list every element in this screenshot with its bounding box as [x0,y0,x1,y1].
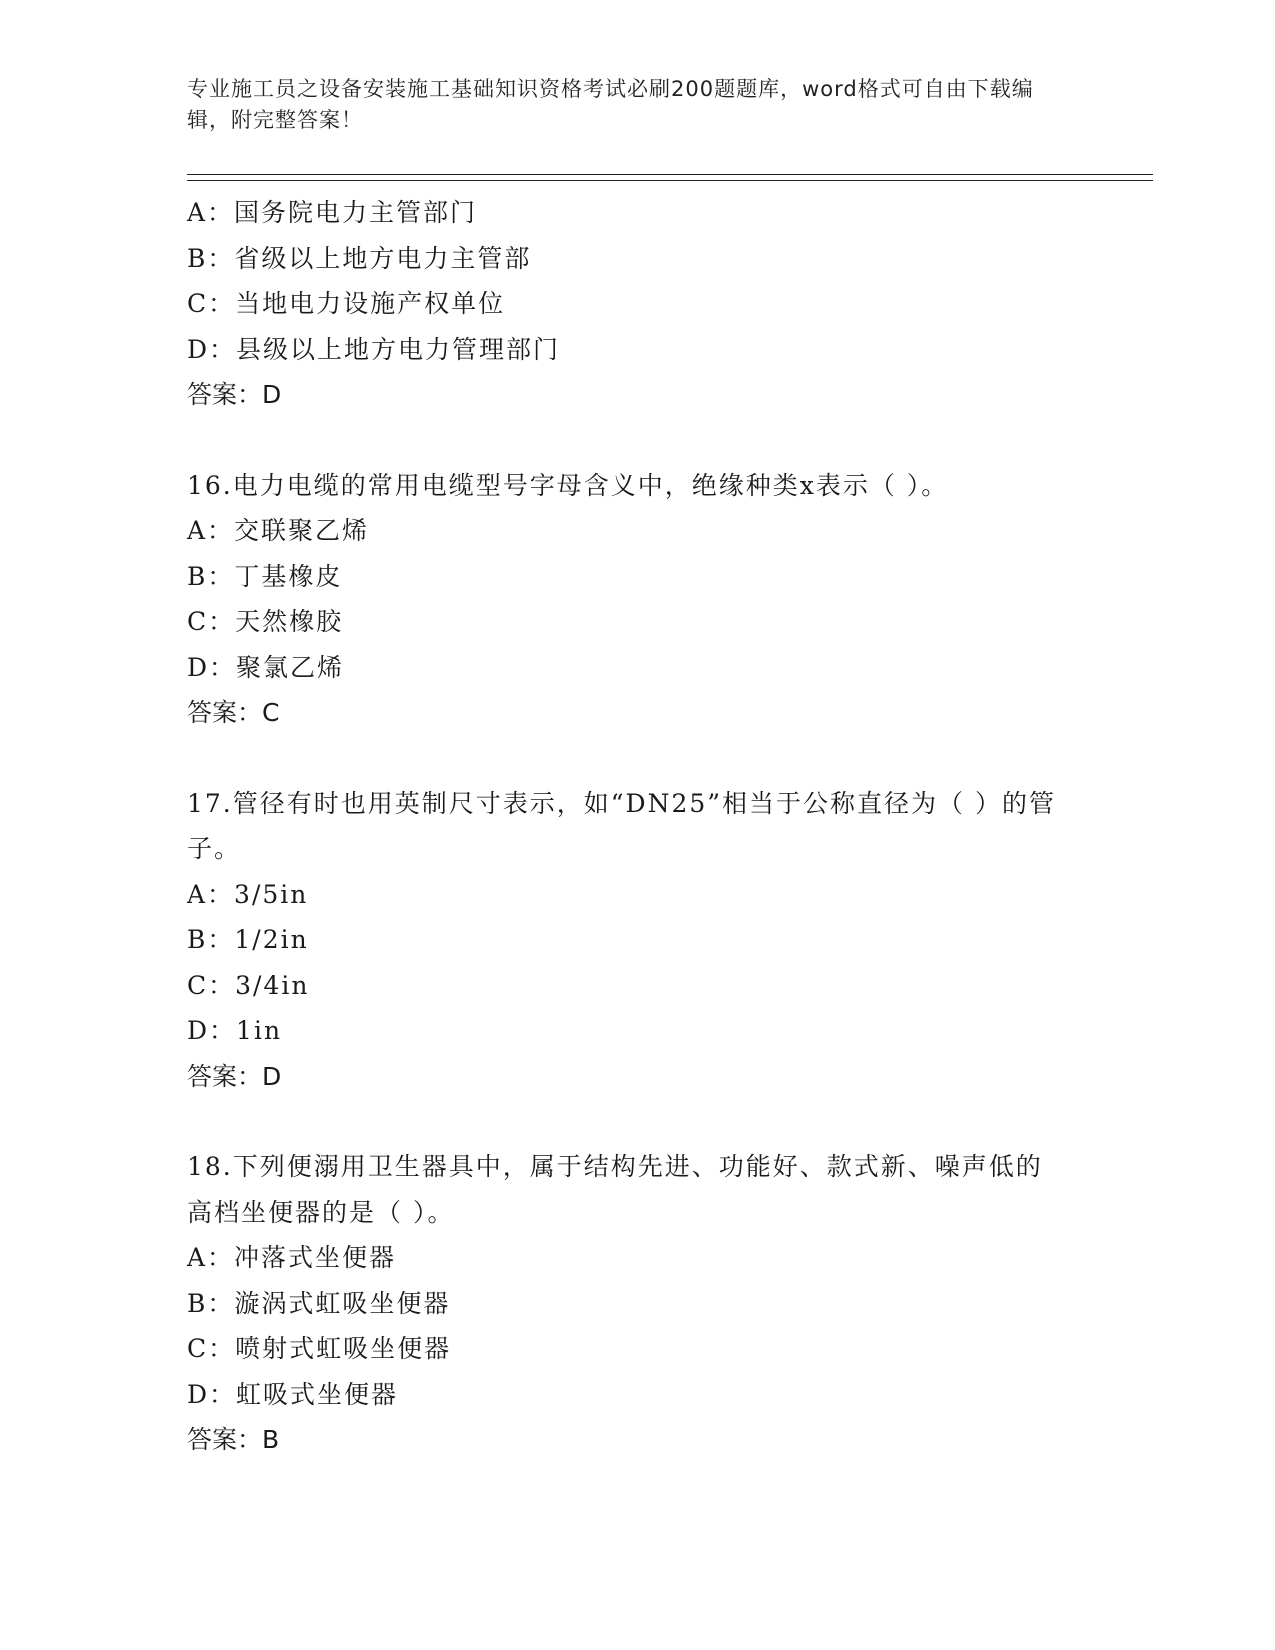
answer: 答案：C [187,698,280,727]
option-c: C：3/4in [187,970,310,1000]
question-stem: 16.电力电缆的常用电缆型号字母含义中，绝缘种类x表示（ ）。 [187,470,949,500]
answer: 答案：D [187,1061,282,1091]
question-list [187,190,1067,1463]
question-17 [187,781,1067,1100]
question-stem: 18.下列便溺用卫生器具中，属于结构先进、功能好、款式新、噪声低的高档坐便器的是（ ）。 [187,1152,1043,1227]
option-c: C：喷射式虹吸坐便器 [187,1334,452,1363]
option-d: D：县级以上地方电力管理部门 [187,334,561,364]
header-divider-top [187,174,1153,175]
document-header: 专业施工员之设备安装施工基础知识资格考试必刷200题题库，word格式可自由下载编辑，附完整答案！ [187,77,1034,132]
option-b: B：1/2in [187,925,309,954]
question-15-partial [187,190,1067,418]
option-d: D：聚氯乙烯 [187,652,345,682]
header-divider-bottom [187,180,1153,181]
answer: 答案：D [187,380,282,409]
option-c: C：天然橡胶 [187,607,344,636]
option-b: B：丁基橡皮 [187,561,343,591]
answer: 答案：B [187,1425,280,1454]
option-b: B：省级以上地方电力主管部 [187,243,532,273]
option-b: B：漩涡式虹吸坐便器 [187,1288,451,1318]
option-a: A：交联聚乙烯 [187,516,370,545]
option-d: D：虹吸式坐便器 [187,1379,399,1409]
question-16 [187,463,1067,736]
option-d: D：1in [187,1016,283,1045]
question-18 [187,1144,1067,1463]
question-stem: 17.管径有时也用英制尺寸表示，如“DN25”相当于公称直径为（ ）的管子。 [187,788,1056,863]
option-a: A：国务院电力主管部门 [187,198,478,227]
option-a: A：3/5in [187,879,309,909]
option-c: C：当地电力设施产权单位 [187,289,506,318]
option-a: A：冲落式坐便器 [187,1243,397,1272]
